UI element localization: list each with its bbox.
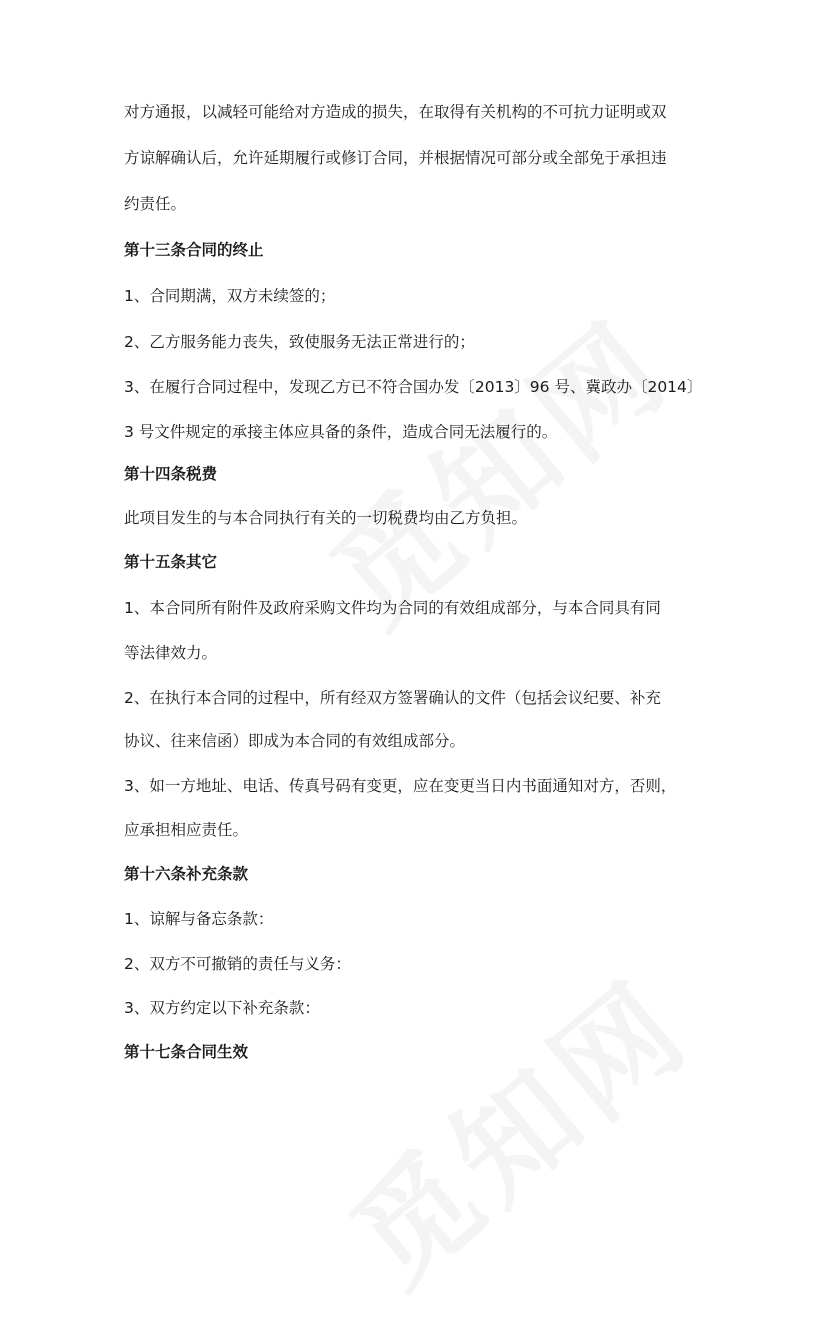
list-item: 2、双方不可撤销的责任与义务： <box>124 955 351 973</box>
section-heading: 第十七条合同生效 <box>124 1043 249 1061</box>
paragraph-line: 协议、往来信函）即成为本合同的有效组成部分。 <box>124 732 466 750</box>
list-item: 1、合同期满，双方未续签的； <box>124 287 336 305</box>
list-item: 1、本合同所有附件及政府采购文件均为合同的有效组成部分，与本合同具有同 <box>124 599 661 617</box>
watermark <box>310 935 719 1317</box>
section-heading: 第十四条税费 <box>124 465 218 483</box>
paragraph-line: 约责任。 <box>124 195 187 213</box>
paragraph-line: 对方通报，以减轻可能给对方造成的损失，在取得有关机构的不可抗力证明或双 <box>124 103 667 121</box>
paragraph-line: 应承担相应责任。 <box>124 821 249 839</box>
list-item: 1、谅解与备忘条款： <box>124 910 274 928</box>
section-heading: 第十六条补充条款 <box>124 865 249 883</box>
list-item: 2、在执行本合同的过程中，所有经双方签署确认的文件（包括会议纪要、补充 <box>124 689 661 707</box>
list-item: 2、乙方服务能力丧失，致使服务无法正常进行的； <box>124 333 475 351</box>
paragraph-line: 3 号文件规定的承接主体应具备的条件，造成合同无法履行的。 <box>124 423 558 441</box>
list-item: 3、在履行合同过程中，发现乙方已不符合国办发〔2013〕96 号、冀政办〔2014〕 <box>124 378 703 396</box>
section-heading: 第十三条合同的终止 <box>124 241 264 259</box>
section-heading: 第十五条其它 <box>124 553 218 571</box>
paragraph-line: 此项目发生的与本合同执行有关的一切税费均由乙方负担。 <box>124 509 528 527</box>
list-item: 3、双方约定以下补充条款： <box>124 999 320 1017</box>
list-item: 3、如一方地址、电话、传真号码有变更，应在变更当日内书面通知对方，否则， <box>124 777 677 795</box>
paragraph-line: 方谅解确认后，允许延期履行或修订合同，并根据情况可部分或全部免于承担违 <box>124 149 667 167</box>
paragraph-line: 等法律效力。 <box>124 644 218 662</box>
